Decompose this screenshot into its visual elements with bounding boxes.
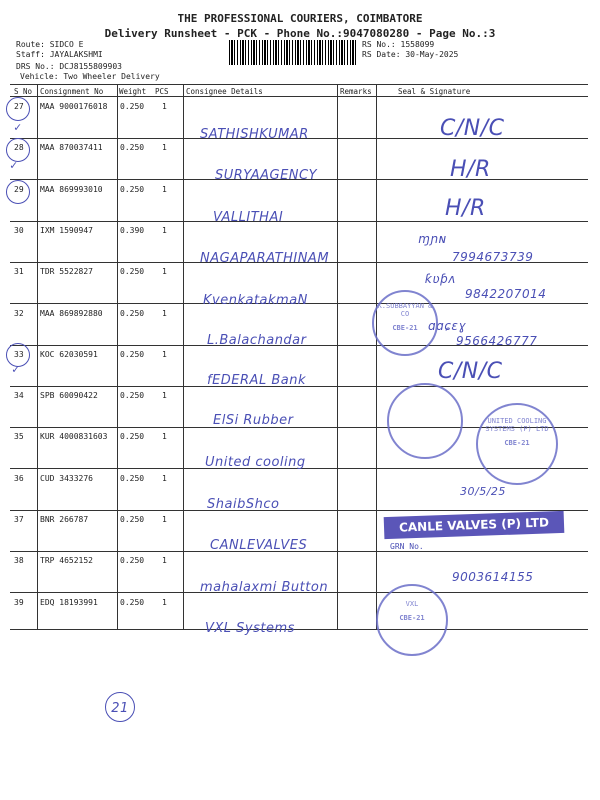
handwritten-consignee: SURYAAGENCY bbox=[215, 168, 318, 183]
signature-scribble-icon: ɑɑɕɛɣ bbox=[428, 319, 467, 333]
row-consignment-no: KOC 62030591 bbox=[40, 349, 98, 359]
row-pcs: 1 bbox=[162, 349, 167, 359]
row-sno: 36 bbox=[14, 473, 24, 483]
row-consignment-no: BNR 266787 bbox=[40, 515, 89, 524]
col-header-pcs: PCS bbox=[155, 87, 169, 96]
company-seal-stamp: K.SUBBAYYAN & CO CBE-21 bbox=[372, 290, 438, 356]
row-sno: 34 bbox=[14, 391, 24, 401]
col-header-consignment: Consignment No bbox=[40, 87, 104, 96]
company-seal-stamp: VXL CBE-21 bbox=[376, 584, 448, 656]
row-pcs: 1 bbox=[162, 143, 167, 153]
row-sno: 29 bbox=[14, 184, 24, 194]
row-weight: 0.250 bbox=[120, 597, 145, 607]
rs-date-text: RS Date: 30-May-2025 bbox=[362, 50, 459, 59]
row-pcs: 1 bbox=[162, 308, 167, 318]
handwritten-phone: 9842207014 bbox=[465, 287, 547, 301]
grn-label: GRN No. bbox=[390, 542, 424, 551]
company-name-stamp: CANLE VALVES (P) LTD bbox=[384, 511, 565, 539]
meta-left bbox=[16, 40, 160, 82]
handwritten-consignee: mahalaxmi Button bbox=[200, 580, 329, 595]
row-sno: 31 bbox=[14, 267, 24, 277]
row-sno: 32 bbox=[14, 308, 24, 318]
row-consignment-no: TRP 4652152 bbox=[40, 556, 93, 566]
row-sno: 37 bbox=[14, 515, 24, 524]
row-pcs: 1 bbox=[162, 432, 167, 442]
handwritten-signature: C/N/C bbox=[440, 116, 505, 141]
handwritten-phone: 9566426777 bbox=[456, 334, 538, 348]
route-text: Route: SIDCO E bbox=[16, 40, 84, 49]
row-sno: 39 bbox=[14, 597, 24, 607]
check-mark-icon: ✓ bbox=[10, 158, 18, 172]
check-mark-icon: ✓ bbox=[12, 362, 20, 376]
handwritten-consignee: L.Balachandar bbox=[207, 333, 307, 348]
rs-no-text: RS No.: 1558099 bbox=[362, 40, 435, 49]
handwritten-consignee: ShaibShco bbox=[207, 497, 280, 512]
row-consignment-no: IXM 1590947 bbox=[40, 225, 93, 235]
row-weight: 0.250 bbox=[120, 473, 145, 483]
company-title: THE PROFESSIONAL COURIERS, COIMBATORE bbox=[177, 12, 423, 25]
row-consignment-no: KUR 4000831603 bbox=[40, 432, 108, 442]
row-pcs: 1 bbox=[162, 267, 167, 277]
row-consignment-no: MAA 870037411 bbox=[40, 143, 103, 153]
table-top-rule bbox=[10, 84, 588, 85]
table-row bbox=[10, 593, 588, 634]
row-consignment-no: CUD 3433276 bbox=[40, 473, 93, 483]
barcode bbox=[229, 40, 357, 65]
row-weight: 0.250 bbox=[120, 267, 145, 277]
check-mark-icon: ✓ bbox=[14, 120, 22, 134]
row-pcs: 1 bbox=[162, 391, 167, 401]
row-weight: 0.390 bbox=[120, 225, 145, 235]
handwritten-signature: H/R bbox=[450, 157, 491, 182]
row-pcs: 1 bbox=[162, 515, 167, 524]
col-header-remarks: Remarks bbox=[340, 87, 372, 96]
handwritten-consignee: NAGAPARATHINAM bbox=[200, 251, 330, 266]
page-mark-circle bbox=[105, 692, 135, 722]
row-sno: 28 bbox=[14, 143, 24, 153]
handwritten-phone: 7994673739 bbox=[452, 250, 534, 264]
company-seal-stamp: UNITED COOLING SYSTEMS (P) LTD CBE-21 bbox=[476, 403, 558, 485]
row-weight: 0.250 bbox=[120, 556, 145, 566]
row-weight: 0.250 bbox=[120, 515, 145, 524]
handwritten-consignee: ElSi Rubber bbox=[213, 413, 294, 428]
row-pcs: 1 bbox=[162, 225, 167, 235]
row-weight: 0.250 bbox=[120, 391, 145, 401]
drs-text: DRS No.: DCJ8155809903 bbox=[16, 62, 122, 71]
signature-scribble-icon: ƙʋƥʌ bbox=[425, 272, 456, 286]
handwritten-consignee: CANLEVALVES bbox=[210, 538, 308, 553]
handwritten-consignee: KvenkatakmaN bbox=[203, 293, 308, 308]
signature-scribble-icon: ɱɲɴ bbox=[418, 232, 447, 246]
handwritten-signature: H/R bbox=[445, 196, 486, 221]
row-sno: 27 bbox=[14, 102, 24, 111]
handwritten-consignee: VXL Systems bbox=[205, 621, 295, 636]
row-consignment-no: SPB 60090422 bbox=[40, 391, 98, 401]
row-pcs: 1 bbox=[162, 473, 167, 483]
handwritten-consignee: VALLITHAI bbox=[213, 210, 284, 225]
handwritten-signature: C/N/C bbox=[438, 359, 503, 384]
row-consignment-no: EDQ 18193991 bbox=[40, 597, 98, 607]
row-sno: 35 bbox=[14, 432, 24, 442]
row-sno: 38 bbox=[14, 556, 24, 566]
vehicle-text: Vehicle: Two Wheeler Delivery bbox=[20, 72, 160, 81]
row-sno: 30 bbox=[14, 225, 24, 235]
handwritten-consignee: United cooling bbox=[205, 455, 306, 470]
stamp-date: 30/5/25 bbox=[460, 485, 506, 498]
handwritten-phone: 9003614155 bbox=[452, 570, 534, 584]
page-mark-number: 21 bbox=[111, 701, 129, 716]
meta-right bbox=[362, 40, 458, 60]
row-weight: 0.250 bbox=[120, 102, 145, 111]
row-weight: 0.250 bbox=[120, 184, 145, 194]
col-header-consignee: Consignee Details bbox=[186, 87, 263, 96]
row-weight: 0.250 bbox=[120, 349, 145, 359]
row-consignment-no: MAA 869993010 bbox=[40, 184, 103, 194]
row-weight: 0.250 bbox=[120, 308, 145, 318]
row-consignment-no: TDR 5522827 bbox=[40, 267, 93, 277]
staff-text: Staff: JAYALAKSHMI bbox=[16, 50, 103, 59]
table-row bbox=[10, 180, 588, 221]
circle-mark-icon bbox=[6, 180, 30, 204]
row-weight: 0.250 bbox=[120, 432, 145, 442]
round-seal-stamp bbox=[387, 383, 463, 459]
runsheet-title: Delivery Runsheet - PCK - Phone No.:9047080280 - Page No.:3 bbox=[104, 27, 496, 40]
row-sno: 33 bbox=[14, 349, 24, 359]
circle-mark-icon bbox=[6, 97, 30, 121]
row-consignment-no: MAA 869892880 bbox=[40, 308, 103, 318]
row-weight: 0.250 bbox=[120, 143, 145, 153]
handwritten-consignee: fEDERAL Bank bbox=[207, 373, 306, 388]
row-pcs: 1 bbox=[162, 102, 167, 111]
handwritten-consignee: SATHISHKUMAR bbox=[200, 127, 309, 142]
row-pcs: 1 bbox=[162, 184, 167, 194]
col-header-seal: Seal & Signature bbox=[398, 87, 471, 96]
row-pcs: 1 bbox=[162, 597, 167, 607]
row-consignment-no: MAA 9000176018 bbox=[40, 102, 108, 111]
row-pcs: 1 bbox=[162, 556, 167, 566]
col-header-sno: S No bbox=[14, 87, 33, 96]
col-header-weight: Weight bbox=[119, 87, 147, 96]
